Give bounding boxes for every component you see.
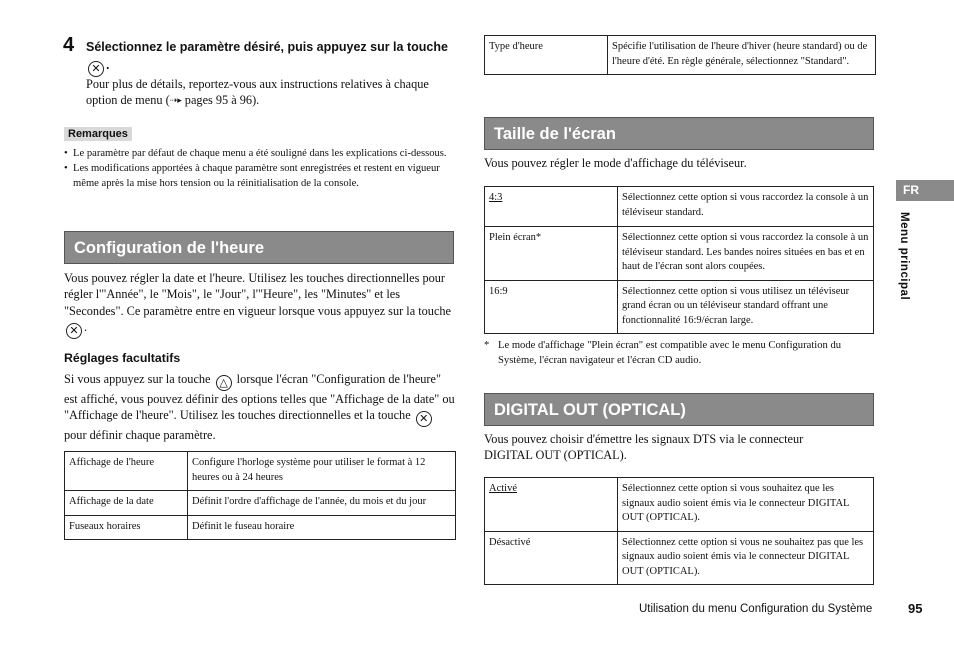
remarks-label: Remarques xyxy=(64,127,132,141)
table-cell-name: Fuseaux horaires xyxy=(65,515,188,540)
table-cell-desc: Sélectionnez cette option si vous ne souhaitez pas que les signaux audio soient émis via le connecteur DIGITAL OUT (OPTICAL). xyxy=(618,531,874,585)
table-cell-desc: Définit l'ordre d'affichage de l'année, du mois et du jour xyxy=(188,491,456,516)
reglages-text-c: pour définir chaque paramètre. xyxy=(64,428,216,443)
footnote-text: Le mode d'affichage "Plein écran" est compatible avec le menu Configuration du Système, l'écran navigateur et l'écran CD audio. xyxy=(498,340,842,366)
table-taille-ecran xyxy=(484,186,874,334)
table-row xyxy=(485,36,876,75)
table-type-heure xyxy=(484,35,876,75)
table-row xyxy=(65,515,456,540)
subheading-reglages: Réglages facultatifs xyxy=(64,351,181,365)
table-cell-name: Type d'heure xyxy=(485,36,608,75)
table-row xyxy=(485,187,874,227)
taille-ecran-intro: Vous pouvez régler le mode d'affichage du téléviseur. xyxy=(484,156,747,170)
step-body-pre: Pour plus de détails, reportez-vous aux instructions relatives à chaque option de menu ( xyxy=(86,77,429,108)
table-cell-desc: Définit le fuseau horaire xyxy=(188,515,456,540)
cross-button-icon: ✕ xyxy=(416,411,432,427)
cross-button-icon: ✕ xyxy=(88,61,104,77)
step-body xyxy=(86,76,458,110)
footer-text: Utilisation du menu Configuration du Système xyxy=(639,603,873,615)
step-title-text: Sélectionnez le paramètre désiré, puis appuyez sur la touche xyxy=(86,40,448,54)
config-heure-intro xyxy=(64,270,456,339)
table-cell-name xyxy=(485,478,618,532)
reglages-body xyxy=(64,371,456,444)
table-row xyxy=(65,452,456,491)
table-cell-desc: Sélectionnez cette option si vous raccordez la console à un téléviseur standard. Les bandes noires situées en bas et en haut de l'écran sont alors coupées. xyxy=(618,227,874,281)
triangle-button-icon: △ xyxy=(216,375,232,391)
default-option-label: Activé xyxy=(489,483,517,494)
step-title xyxy=(86,38,456,77)
table-digital-out xyxy=(484,477,874,585)
table-cell-name xyxy=(485,187,618,227)
page-number: 95 xyxy=(908,601,923,616)
step-title-end: . xyxy=(106,58,110,72)
config-heure-intro-end: . xyxy=(84,319,88,334)
table-cell-name: Affichage de l'heure xyxy=(65,452,188,491)
side-section-label: Menu principal xyxy=(898,212,910,301)
table-row xyxy=(485,280,874,334)
table-cell-desc: Spécifie l'utilisation de l'heure d'hiver (heure standard) ou de l'heure d'été. En règle générale, sélectionnez "Standard". xyxy=(608,36,876,75)
table-cell-name: Désactivé xyxy=(485,531,618,585)
table-row xyxy=(65,491,456,516)
section-heading-configuration-heure: Configuration de l'heure xyxy=(64,231,454,264)
taille-ecran-footnote xyxy=(484,338,876,368)
list-item: • Les modifications apportées à chaque paramètre sont enregistrées et restent en vigueur même après la mise hors tension ou la réinitialisation de la console. xyxy=(64,161,450,191)
table-cell-name: 16:9 xyxy=(485,280,618,334)
section-heading-taille-ecran: Taille de l'écran xyxy=(484,117,874,150)
step-body-post: pages 95 à 96). xyxy=(181,93,260,108)
digital-out-intro: Vous pouvez choisir d'émettre les signaux DTS via le connecteur DIGITAL OUT (OPTICAL). xyxy=(484,432,804,463)
footnote-mark: * xyxy=(484,340,490,351)
list-item: • Le paramètre par défaut de chaque menu a été souligné dans les explications ci-dessous. xyxy=(64,146,450,161)
table-cell-name: Affichage de la date xyxy=(65,491,188,516)
table-cell-name: Plein écran* xyxy=(485,227,618,281)
cross-button-icon: ✕ xyxy=(66,323,82,339)
reglages-text-a: Si vous appuyez sur la touche xyxy=(64,372,211,386)
remarks-list xyxy=(64,146,450,191)
reglages-text-b: lorsque l'écran "Configuration de l'heure" est affiché, vous pouvez définir des options telles que "Affichage de la date" ou "Affichage de l'heure". Utilisez les touches directionnelles et la touche xyxy=(64,372,455,423)
section-heading-digital-out: DIGITAL OUT (OPTICAL) xyxy=(484,393,874,426)
table-cell-desc: Sélectionnez cette option si vous souhaitez que les signaux audio soient émis via le connecteur DIGITAL OUT (OPTICAL). xyxy=(618,478,874,532)
table-row xyxy=(485,531,874,585)
language-tab: FR xyxy=(896,180,954,201)
default-option-label: 4:3 xyxy=(489,192,503,203)
step-number: 4 xyxy=(63,34,75,56)
table-row xyxy=(485,478,874,532)
config-heure-intro-text: Vous pouvez régler la date et l'heure. Utilisez les touches directionnelles pour régler l'"Année", le "Mois", le "Jour", l'"Heure", les "Minutes" et les "Secondes". Ce paramètre entre en vigueur lorsque vous appuyez sur la touche xyxy=(64,271,452,318)
table-cell-desc: Sélectionnez cette option si vous utilisez un téléviseur grand écran ou un téléviseur standard offrant une fonctionnalité 16:9/écran large. xyxy=(618,280,874,334)
table-cell-desc: Configure l'horloge système pour utiliser le format à 12 heures ou à 24 heures xyxy=(188,452,456,491)
table-row xyxy=(485,227,874,281)
table-config-heure xyxy=(64,451,456,540)
arrow-icon: ⇢▸ xyxy=(169,96,182,107)
table-cell-desc: Sélectionnez cette option si vous raccordez la console à un téléviseur standard. xyxy=(618,187,874,227)
